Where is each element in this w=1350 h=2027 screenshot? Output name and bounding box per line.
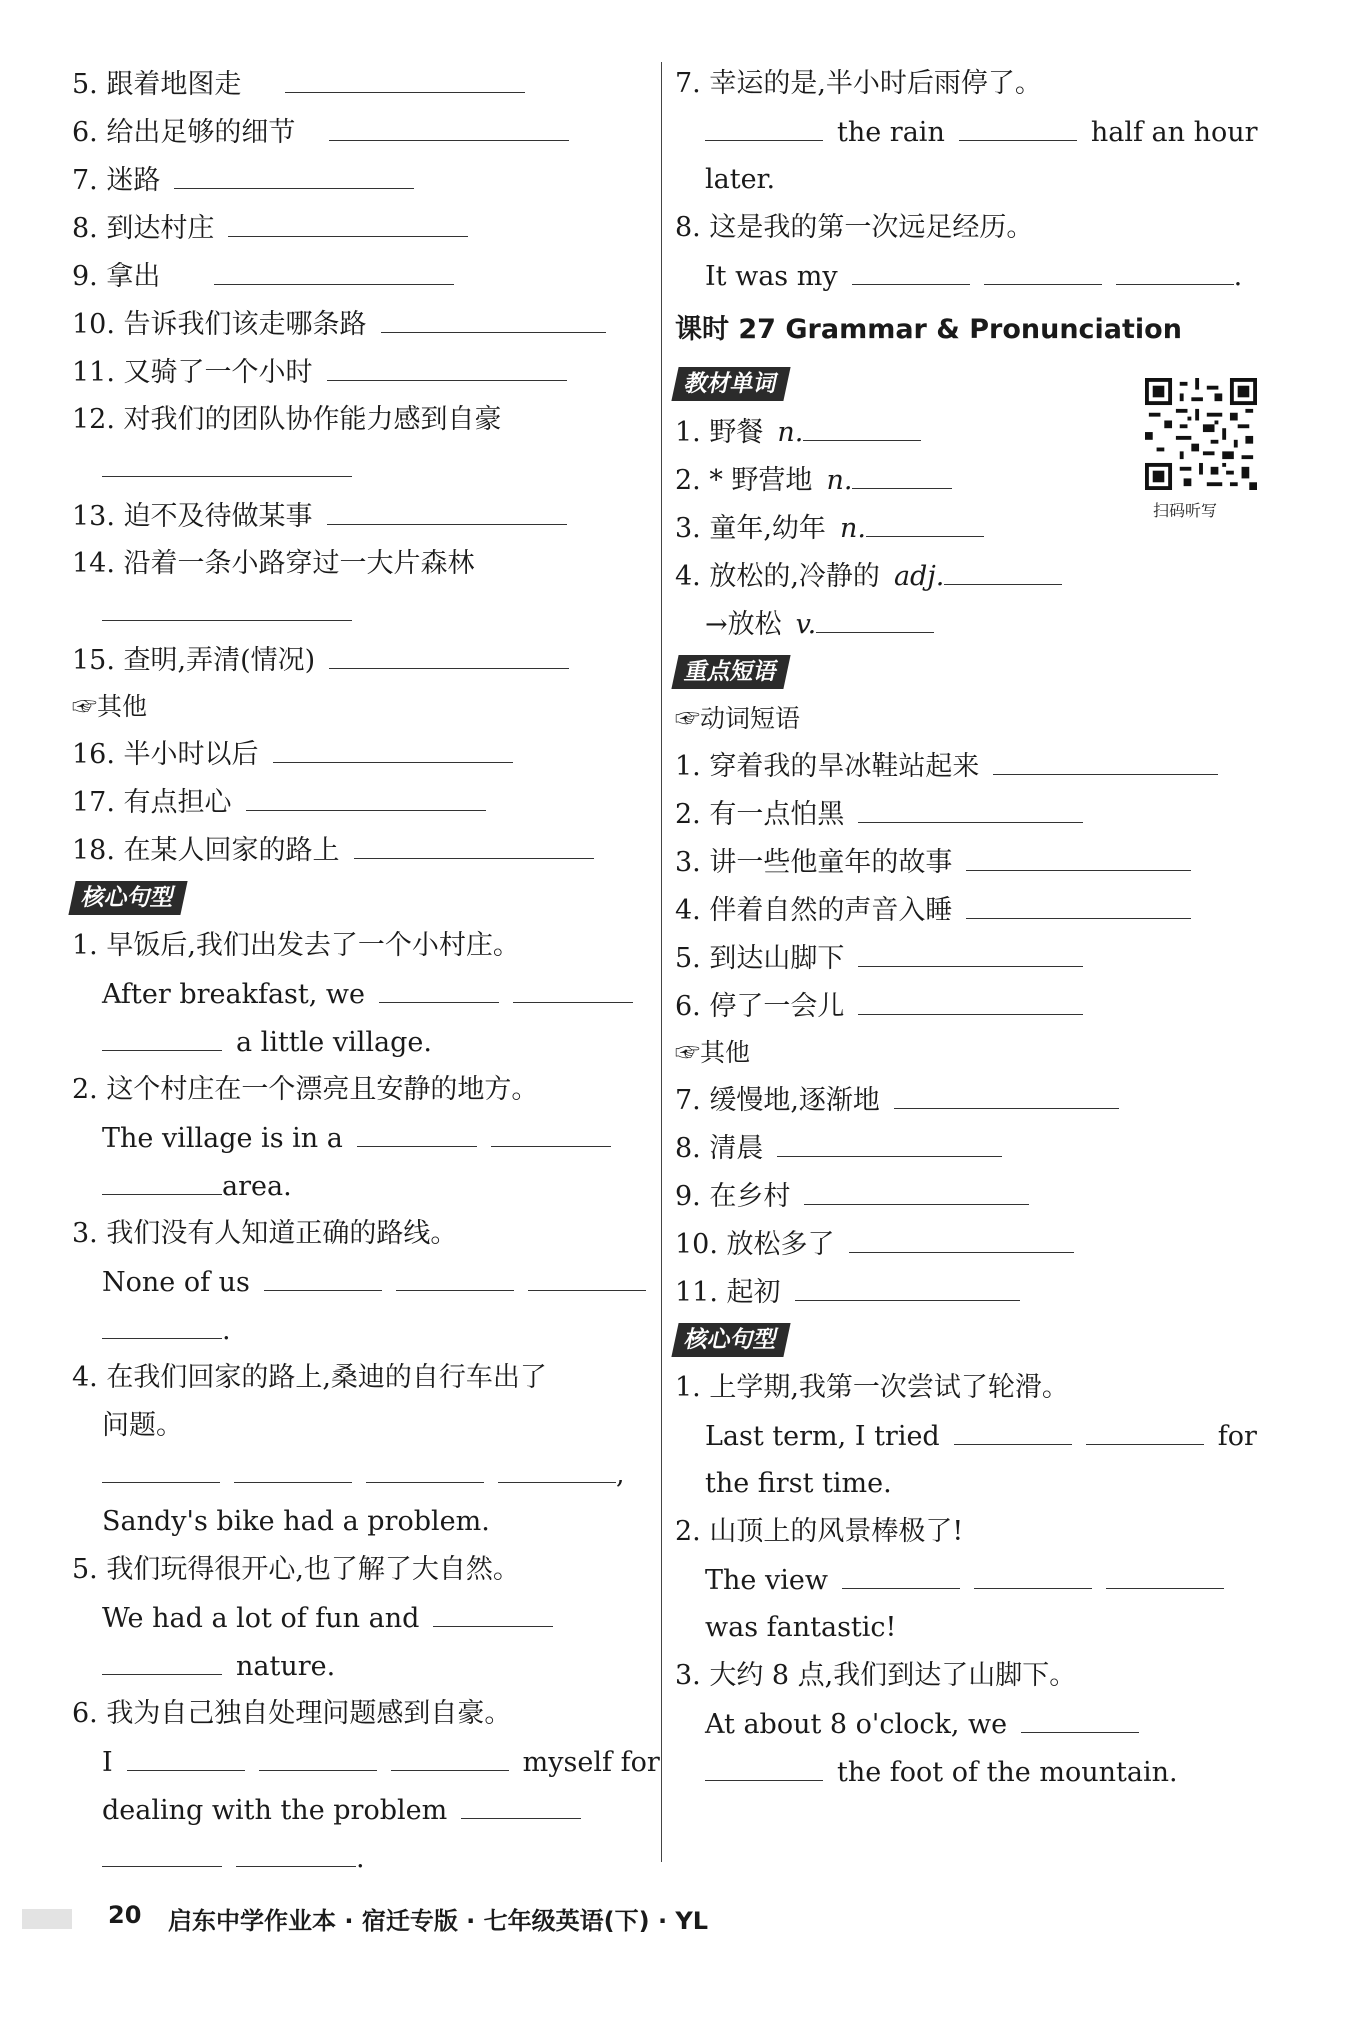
sentence-en: The view — [675, 1556, 1265, 1604]
answer-blank[interactable] — [852, 456, 952, 489]
answer-blank[interactable] — [984, 252, 1102, 285]
answer-blank[interactable] — [993, 742, 1218, 775]
phrase-item: 4. 伴着自然的声音入睡 — [675, 886, 1265, 934]
answer-blank[interactable] — [285, 60, 525, 93]
phrase-item: 8. 到达村庄 — [72, 204, 652, 252]
sentence-en: Sandy's bike had a problem. — [102, 1506, 490, 1537]
answer-blank[interactable] — [705, 1748, 823, 1781]
phrase-item: 7. 迷路 — [72, 156, 652, 204]
answer-blank[interactable] — [391, 1738, 509, 1771]
answer-blank[interactable] — [513, 970, 633, 1003]
phrase-item: 5. 跟着地图走 — [72, 60, 652, 108]
qr-code-icon[interactable] — [1145, 378, 1257, 490]
sentence-en: . — [72, 1306, 652, 1354]
answer-blank[interactable] — [381, 300, 606, 333]
book-title: 启东中学作业本 · 宿迁专版 · 七年级英语(下) · YL — [168, 1907, 709, 1935]
sentence-cn: 2. 山顶上的风景棒极了! — [675, 1516, 964, 1547]
right-column — [675, 60, 1265, 1796]
sentence-en: . — [72, 1834, 652, 1882]
phrase-item: 8. 清晨 — [675, 1124, 1265, 1172]
answer-blank[interactable] — [327, 348, 567, 381]
answer-blank[interactable] — [354, 826, 594, 859]
sentence-en: area. — [72, 1162, 652, 1210]
answer-blank[interactable] — [228, 204, 468, 237]
answer-blank[interactable] — [102, 1306, 222, 1339]
answer-blank[interactable] — [102, 588, 352, 621]
answer-blank[interactable] — [1116, 252, 1234, 285]
answer-blank[interactable] — [214, 252, 454, 285]
answer-blank[interactable] — [858, 790, 1083, 823]
verb-header: ☞动词短语 — [675, 704, 801, 733]
phrase-tag: 重点短语 — [671, 655, 790, 689]
phrase-item: 14. 沿着一条小路穿过一大片森林 — [72, 548, 475, 579]
sentence-en: dealing with the problem — [72, 1786, 652, 1834]
answer-blank[interactable] — [944, 552, 1062, 585]
phrase-item: 10. 放松多了 — [675, 1220, 1265, 1268]
answer-blank[interactable] — [102, 1642, 222, 1675]
phrase-item: 7. 缓慢地,逐渐地 — [675, 1076, 1265, 1124]
sentence-en: The village is in a — [72, 1114, 652, 1162]
answer-blank[interactable] — [396, 1258, 514, 1291]
answer-blank[interactable] — [329, 636, 569, 669]
page-number: 20 — [108, 1901, 142, 1929]
answer-blank[interactable] — [804, 1172, 1029, 1205]
phrase-item: 3. 讲一些他童年的故事 — [675, 838, 1265, 886]
answer-blank[interactable] — [273, 730, 513, 763]
phrase-item: 15. 查明,弄清(情况) — [72, 636, 652, 684]
answer-blank[interactable] — [366, 1450, 484, 1483]
answer-blank[interactable] — [852, 252, 970, 285]
sentence-cn: 1. 上学期,我第一次尝试了轮滑。 — [675, 1372, 1069, 1403]
answer-blank[interactable] — [894, 1076, 1119, 1109]
phrase-blank-line — [72, 444, 652, 492]
answer-blank[interactable] — [259, 1738, 377, 1771]
core-sentences-tag: 核心句型 — [68, 881, 187, 915]
answer-blank[interactable] — [102, 1450, 220, 1483]
core-sentences-tag: 核心句型 — [671, 1323, 790, 1357]
sentence-cn: 1. 早饭后,我们出发去了一个小村庄。 — [72, 930, 520, 961]
sentence-en: We had a lot of fun and — [72, 1594, 652, 1642]
sentence-en: I myself for — [72, 1738, 652, 1786]
vocab-item: 4. 放松的,冷静的 adj. — [675, 552, 1265, 600]
phrase-item: 13. 迫不及待做某事 — [72, 492, 652, 540]
answer-blank[interactable] — [954, 1412, 1072, 1445]
vocab-item: 2. * 野营地 n. — [675, 456, 1265, 504]
phrase-item: 5. 到达山脚下 — [675, 934, 1265, 982]
sentence-cn: 5. 我们玩得很开心,也了解了大自然。 — [72, 1554, 520, 1585]
answer-blank[interactable] — [858, 934, 1083, 967]
lesson-title: 课时 27 Grammar & Pronunciation — [675, 314, 1182, 345]
sentence-cn: 2. 这个村庄在一个漂亮且安静的地方。 — [72, 1074, 539, 1105]
answer-blank[interactable] — [959, 108, 1077, 141]
phrase-item: 2. 有一点怕黑 — [675, 790, 1265, 838]
sentence-en: After breakfast, we — [72, 970, 652, 1018]
sentence-en: the first time. — [705, 1468, 892, 1499]
phrase-item: 11. 又骑了一个小时 — [72, 348, 652, 396]
left-column — [72, 60, 660, 1882]
answer-blank[interactable] — [816, 600, 934, 633]
phrase-item: 17. 有点担心 — [72, 778, 652, 826]
sentence-cn: 8. 这是我的第一次远足经历。 — [675, 212, 1034, 243]
answer-blank[interactable] — [174, 156, 414, 189]
answer-blank[interactable] — [246, 778, 486, 811]
answer-blank[interactable] — [1106, 1556, 1224, 1589]
column-divider — [661, 62, 662, 1862]
answer-blank[interactable] — [974, 1556, 1092, 1589]
page-footer — [0, 1895, 1350, 1945]
phrase-item: 9. 拿出 — [72, 252, 652, 300]
answer-blank[interactable] — [236, 1834, 356, 1867]
phrase-item: 1. 穿着我的旱冰鞋站起来 — [675, 742, 1265, 790]
sentence-en: It was my . — [675, 252, 1265, 300]
answer-blank[interactable] — [498, 1450, 616, 1483]
answer-blank[interactable] — [858, 982, 1083, 1015]
sentence-en: nature. — [72, 1642, 652, 1690]
phrase-blank-line — [72, 588, 652, 636]
phrase-item: 6. 停了一会儿 — [675, 982, 1265, 1030]
vocab-item: 3. 童年,幼年 n. — [675, 504, 1265, 552]
phrase-item: 9. 在乡村 — [675, 1172, 1265, 1220]
phrase-item: 18. 在某人回家的路上 — [72, 826, 652, 874]
sentence-en: later. — [705, 164, 776, 195]
answer-blank[interactable] — [327, 492, 567, 525]
answer-blank[interactable] — [127, 1738, 245, 1771]
sentence-en: the rain half an hour — [675, 108, 1265, 156]
answer-blank[interactable] — [866, 504, 984, 537]
footer-decoration — [22, 1909, 72, 1929]
answer-blank[interactable] — [102, 444, 352, 477]
answer-blank[interactable] — [234, 1450, 352, 1483]
core-sentences-tag-row — [675, 1316, 1265, 1364]
answer-blank[interactable] — [491, 1114, 611, 1147]
qr-label: 扫码听写 — [1153, 501, 1218, 520]
sentence-cn-cont: 问题。 — [102, 1410, 183, 1441]
sentence-en: a little village. — [72, 1018, 652, 1066]
phrase-item: 10. 告诉我们该走哪条路 — [72, 300, 652, 348]
sentence-cn: 6. 我为自己独自处理问题感到自豪。 — [72, 1698, 512, 1729]
answer-blank[interactable] — [803, 408, 921, 441]
vocab-item: 1. 野餐 n. — [675, 408, 1265, 456]
answer-blank[interactable] — [461, 1786, 581, 1819]
answer-blank[interactable] — [1086, 1412, 1204, 1445]
answer-blank[interactable] — [102, 1834, 222, 1867]
sentence-cn: 4. 在我们回家的路上,桑迪的自行车出了 — [72, 1362, 547, 1393]
sentence-en: At about 8 o'clock, we — [675, 1700, 1265, 1748]
answer-blank[interactable] — [849, 1220, 1074, 1253]
sentence-en: Last term, I tried for — [675, 1412, 1265, 1460]
core-sentences-tag-row — [72, 874, 652, 922]
answer-blank[interactable] — [102, 1018, 222, 1051]
sentence-cn: 3. 大约 8 点,我们到达了山脚下。 — [675, 1660, 1077, 1691]
sentence-en: was fantastic! — [705, 1612, 897, 1643]
other-header: ☞其他 — [72, 692, 148, 721]
answer-blank[interactable] — [433, 1594, 553, 1627]
other-header: ☞其他 — [675, 1038, 751, 1067]
phrase-item: 11. 起初 — [675, 1268, 1265, 1316]
sentence-cn: 3. 我们没有人知道正确的路线。 — [72, 1218, 458, 1249]
vocab-item: →放松 v. — [675, 600, 1265, 648]
phrase-item: 16. 半小时以后 — [72, 730, 652, 778]
answer-blank[interactable] — [795, 1268, 1020, 1301]
answer-blank[interactable] — [705, 108, 823, 141]
answer-blank[interactable] — [966, 838, 1191, 871]
sentence-en: None of us — [72, 1258, 652, 1306]
phrase-item: 12. 对我们的团队协作能力感到自豪 — [72, 404, 502, 435]
sentence-cn: 7. 幸运的是,半小时后雨停了。 — [675, 68, 1042, 99]
answer-blank[interactable] — [102, 1162, 222, 1195]
sentence-en: , — [72, 1450, 652, 1498]
vocab-tag: 教材单词 — [671, 367, 790, 401]
answer-blank[interactable] — [842, 1556, 960, 1589]
answer-blank[interactable] — [379, 970, 499, 1003]
answer-blank[interactable] — [777, 1124, 1002, 1157]
answer-blank[interactable] — [528, 1258, 646, 1291]
phrase-tag-row — [675, 648, 1265, 696]
answer-blank[interactable] — [357, 1114, 477, 1147]
answer-blank[interactable] — [329, 108, 569, 141]
answer-blank[interactable] — [264, 1258, 382, 1291]
phrase-item: 6. 给出足够的细节 — [72, 108, 652, 156]
sentence-en: the foot of the mountain. — [675, 1748, 1265, 1796]
answer-blank[interactable] — [966, 886, 1191, 919]
answer-blank[interactable] — [1021, 1700, 1139, 1733]
